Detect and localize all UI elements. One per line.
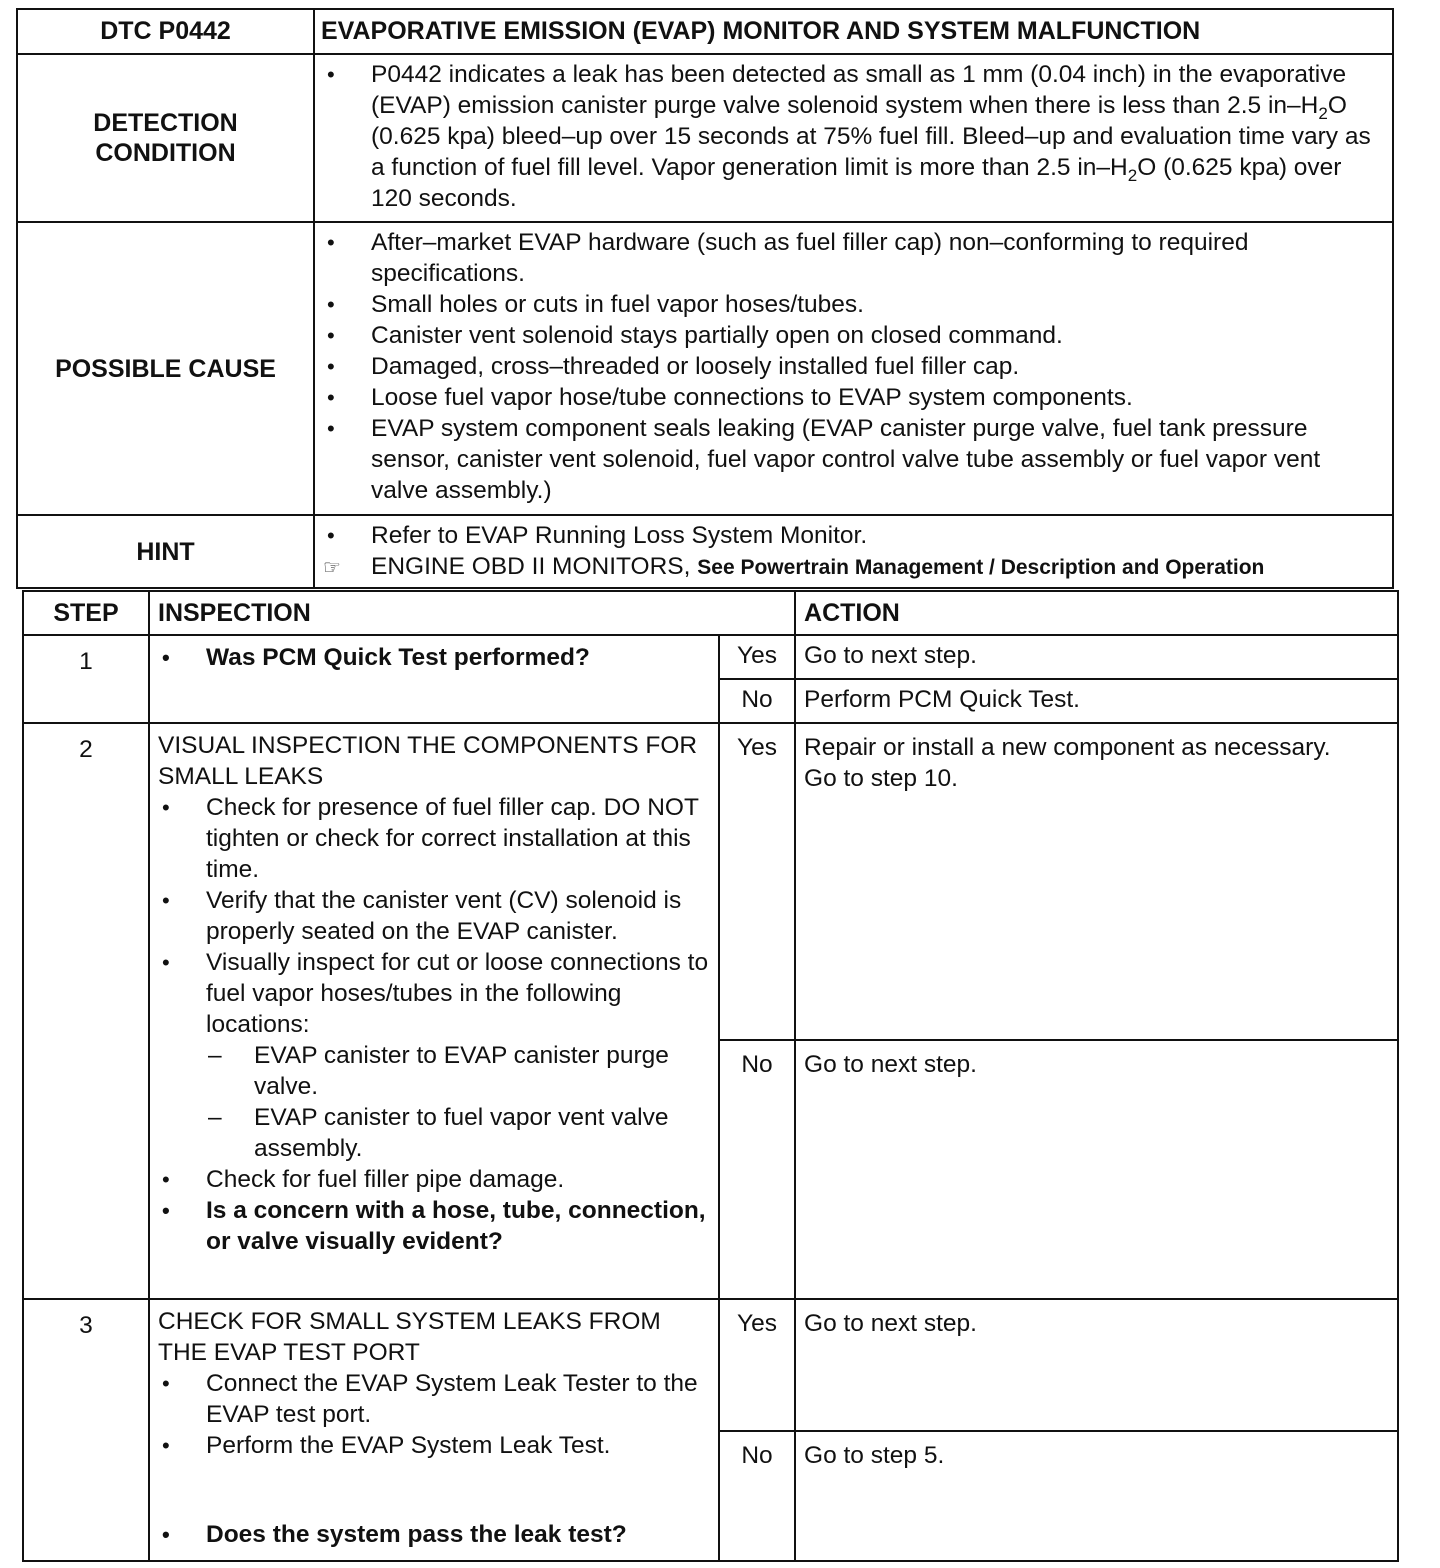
hint-reference: ☞ ENGINE OBD II MONITORS, See Powertrain Management / Description and Operation xyxy=(323,551,1382,583)
step-3-bullet: • Connect the EVAP System Leak Tester to the EVAP test port. xyxy=(158,1368,710,1430)
step-2-inspection xyxy=(149,723,719,1299)
step-number: 3 xyxy=(23,1299,149,1561)
cause-item: • Small holes or cuts in fuel vapor hoses/tubes. xyxy=(323,289,1382,320)
hint-content xyxy=(314,515,1393,588)
cause-item: • Damaged, cross–threaded or loosely installed fuel filler cap. xyxy=(323,351,1382,382)
step-2-subitem: – EVAP canister to fuel vapor vent valve assembly. xyxy=(206,1102,710,1164)
step-column-header: STEP xyxy=(23,591,149,635)
step-2-subitem: – EVAP canister to EVAP canister purge valve. xyxy=(206,1040,710,1102)
yes-label: Yes xyxy=(719,1299,795,1431)
inspection-column-header: INSPECTION xyxy=(149,591,795,635)
step-3-question: • Does the system pass the leak test? xyxy=(158,1519,710,1550)
detection-condition-label: DETECTION CONDITION xyxy=(17,54,314,222)
possible-cause-label: POSSIBLE CAUSE xyxy=(17,222,314,515)
no-label: No xyxy=(719,1431,795,1561)
step-1-no-action: Perform PCM Quick Test. xyxy=(795,679,1398,723)
step-2-bullet: • Verify that the canister vent (CV) solenoid is properly seated on the EVAP canister. xyxy=(158,885,710,947)
step-3-yes-action: Go to next step. xyxy=(795,1299,1398,1431)
action-column-header: ACTION xyxy=(795,591,1398,635)
diagnostic-steps-table xyxy=(22,590,1399,1562)
step-1-inspection xyxy=(149,635,719,723)
dtc-code-label: DTC P0442 xyxy=(17,9,314,54)
step-3-bullet: • Perform the EVAP System Leak Test. xyxy=(158,1430,710,1461)
step-2-yes-action: Repair or install a new component as necessary. Go to step 10. xyxy=(795,723,1398,1040)
step-2-bullet: • Visually inspect for cut or loose connections to fuel vapor hoses/tubes in the following locations: – EVAP canister to EVAP canister purge valve. – EVAP canister to fuel vapor vent valve assembly. xyxy=(158,947,710,1164)
step-3-title: CHECK FOR SMALL SYSTEM LEAKS FROM THE EVAP TEST PORT xyxy=(158,1308,661,1366)
pointing-hand-icon: ☞ xyxy=(323,557,341,579)
cause-item: • Canister vent solenoid stays partially open on closed command. xyxy=(323,320,1382,351)
detection-condition-text xyxy=(314,54,1393,222)
step-1-question: • Was PCM Quick Test performed? xyxy=(158,642,710,673)
dtc-title: EVAPORATIVE EMISSION (EVAP) MONITOR AND SYSTEM MALFUNCTION xyxy=(314,9,1393,54)
no-label: No xyxy=(719,1040,795,1299)
step-2-bullet: • Check for presence of fuel filler cap. DO NOT tighten or check for correct installation at this time. xyxy=(158,792,710,885)
hint-item: • Refer to EVAP Running Loss System Monitor. xyxy=(323,520,1382,551)
hint-label: HINT xyxy=(17,515,314,588)
no-label: No xyxy=(719,679,795,723)
yes-label: Yes xyxy=(719,635,795,679)
cause-item: • Loose fuel vapor hose/tube connections to EVAP system components. xyxy=(323,382,1382,413)
cause-item: • EVAP system component seals leaking (EVAP canister purge valve, fuel tank pressure sensor, canister vent solenoid, fuel vapor control valve tube assembly or fuel vapor vent valve assembly.) xyxy=(323,413,1382,506)
step-2-bullet: • Check for fuel filler pipe damage. xyxy=(158,1164,710,1195)
step-number: 2 xyxy=(23,723,149,1299)
cause-item: • After–market EVAP hardware (such as fuel filler cap) non–conforming to required specifications. xyxy=(323,227,1382,289)
step-3-inspection xyxy=(149,1299,719,1561)
step-2-question: • Is a concern with a hose, tube, connection, or valve visually evident? xyxy=(158,1195,710,1257)
step-3-no-action: Go to step 5. xyxy=(795,1431,1398,1561)
step-2-title: VISUAL INSPECTION THE COMPONENTS FOR SMALL LEAKS xyxy=(158,732,698,790)
step-number: 1 xyxy=(23,635,149,723)
yes-label: Yes xyxy=(719,723,795,1040)
possible-cause-list xyxy=(314,222,1393,515)
step-2-no-action: Go to next step. xyxy=(795,1040,1398,1299)
dtc-info-table xyxy=(16,8,1394,589)
detection-bullet: • P0442 indicates a leak has been detected as small as 1 mm (0.04 inch) in the evaporative (EVAP) emission canister purge valve solenoid system when there is less than 2.5 $in-H_2O$ (0.625 kpa) bleed–up over 15 seconds at 75% fuel fill. Bleed–up and evaluation time vary as a function of fuel fill level. Vapor generation limit is more than 2.5 $in-H_2O$ (0.625 kpa) over 120 seconds. xyxy=(323,59,1382,214)
step-1-yes-action: Go to next step. xyxy=(795,635,1398,679)
